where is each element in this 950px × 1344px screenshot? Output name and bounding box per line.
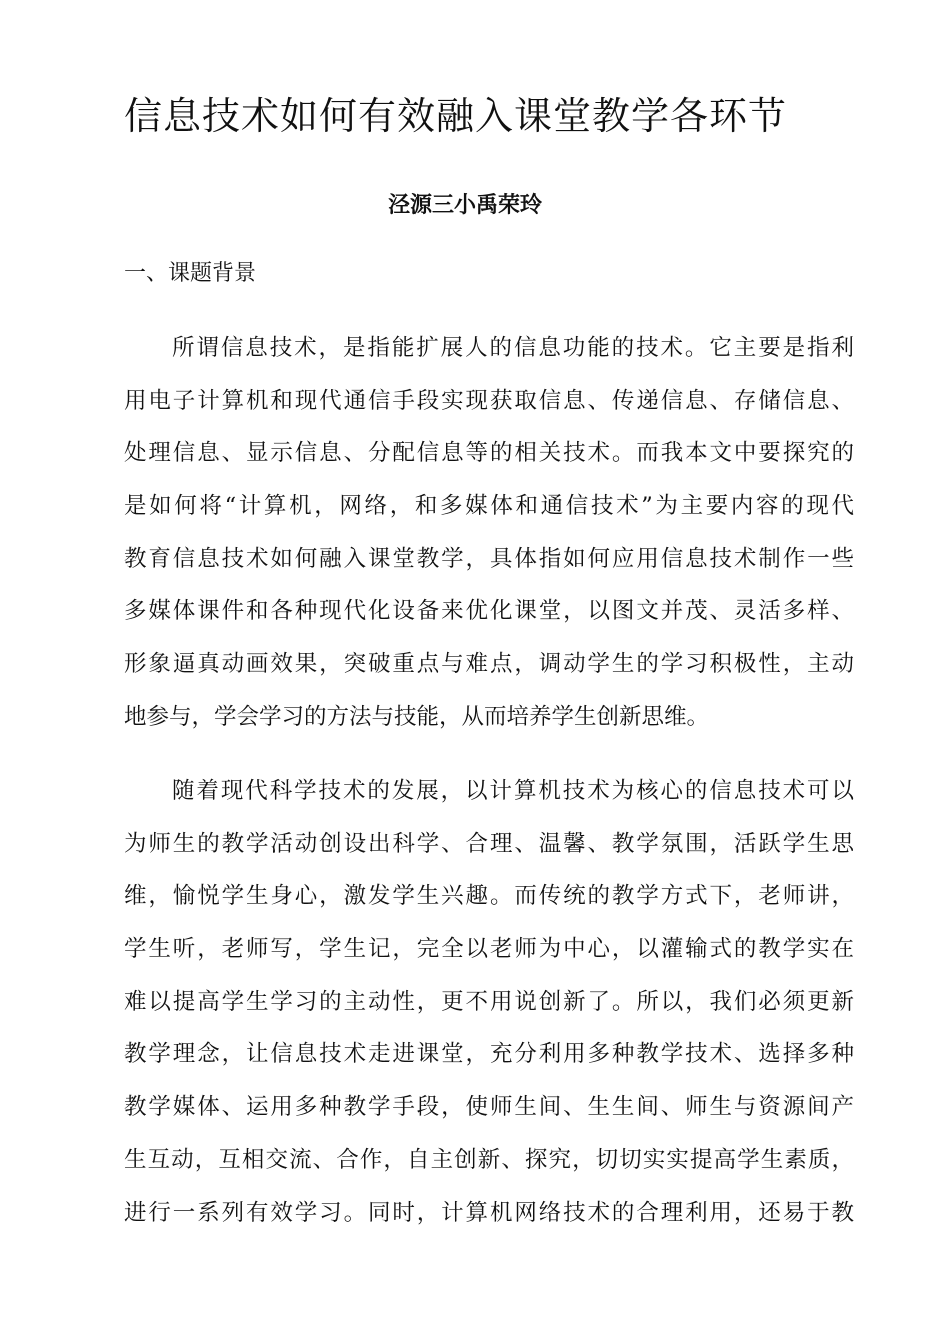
paragraph-line: 所谓信息技术，是指能扩展人的信息功能的技术。它主要是指利 bbox=[172, 335, 854, 361]
paragraph-2 bbox=[124, 765, 854, 1239]
paragraph-line: 进行一系列有效学习。同时，计算机网络技术的合理利用，还易于教 bbox=[124, 1199, 854, 1226]
paragraph-line: 随着现代科学技术的发展，以计算机技术为核心的信息技术可以 bbox=[172, 778, 854, 804]
paragraph-line: 是如何将“计算机，网络，和多媒体和通信技术”为主要内容的现代 bbox=[124, 493, 854, 520]
paragraph-line: 难以提高学生学习的主动性，更不用说创新了。所以，我们必须更新 bbox=[124, 988, 854, 1015]
section-heading: 一、课题背景 bbox=[124, 261, 257, 286]
paragraph-line: 为师生的教学活动创设出科学、合理、温馨、教学氛围，活跃学生思 bbox=[124, 830, 854, 857]
document-title: 信息技术如何有效融入课堂教学各环节 bbox=[124, 94, 788, 138]
paragraph-line: 教学媒体、运用多种教学手段，使师生间、生生间、师生与资源间产 bbox=[124, 1094, 854, 1121]
paragraph-line: 教学理念，让信息技术走进课堂，充分利用多种教学技术、选择多种 bbox=[124, 1041, 854, 1068]
paragraph-line: 用电子计算机和现代通信手段实现获取信息、传递信息、存储信息、 bbox=[124, 387, 854, 414]
paragraph-1 bbox=[124, 322, 854, 744]
paragraph-line: 处理信息、显示信息、分配信息等的相关技术。而我本文中要探究的 bbox=[124, 440, 854, 467]
paragraph-line: 多媒体课件和各种现代化设备来优化课堂，以图文并茂、灵活多样、 bbox=[124, 598, 854, 625]
author-line: 泾源三小禹荣玲 bbox=[387, 193, 542, 218]
paragraph-line: 学生听，老师写，学生记，完全以老师为中心，以灌输式的教学实在 bbox=[124, 936, 854, 963]
paragraph-line: 地参与，学会学习的方法与技能，从而培养学生创新思维。 bbox=[124, 703, 710, 730]
paragraph-line: 生互动，互相交流、合作，自主创新、探究，切切实实提高学生素质， bbox=[124, 1146, 854, 1173]
paragraph-line: 维，愉悦学生身心，激发学生兴趣。而传统的教学方式下，老师讲， bbox=[124, 883, 854, 910]
paragraph-line: 形象逼真动画效果，突破重点与难点，调动学生的学习积极性，主动 bbox=[124, 651, 854, 678]
paragraph-line: 教育信息技术如何融入课堂教学，具体指如何应用信息技术制作一些 bbox=[124, 545, 854, 572]
